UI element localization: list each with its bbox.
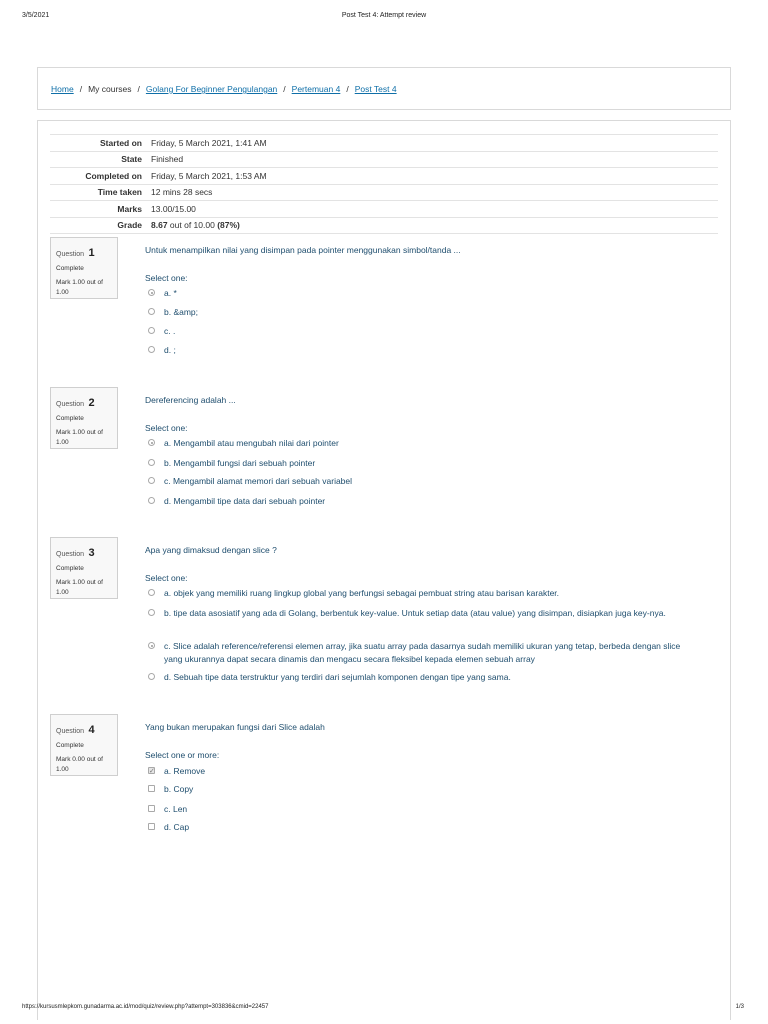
- answer-prompt: Select one or more:: [145, 750, 220, 760]
- main-content: [37, 120, 731, 1020]
- summary-row-state: [50, 151, 718, 168]
- summary-label: Completed on: [50, 168, 151, 185]
- option-label: a. Mengambil atau mengubah nilai dari pointer: [164, 438, 339, 448]
- breadcrumb-separator: /: [346, 84, 349, 94]
- breadcrumb-separator: /: [79, 84, 83, 94]
- breadcrumb: [51, 84, 397, 94]
- answer-option[interactable]: [148, 587, 696, 600]
- summary-value: Finished: [151, 151, 718, 168]
- option-label: b. Copy: [164, 784, 194, 794]
- summary-row-grade: [50, 217, 718, 234]
- option-label: a. objek yang memiliki ruang lingkup global yang berfungsi sebagai pembuat string atau barisan karakter.: [164, 588, 560, 598]
- answer-option[interactable]: [148, 495, 696, 508]
- grade-value: 8.67: [151, 220, 168, 231]
- radio-button[interactable]: [148, 477, 155, 484]
- option-label: d. Cap: [164, 822, 190, 832]
- question-label: Question: [56, 551, 85, 558]
- question-mark: Mark 0.00 out of 1.00: [56, 756, 103, 773]
- radio-button[interactable]: [148, 439, 155, 446]
- summary-label: Time taken: [50, 184, 151, 201]
- breadcrumb-container: [37, 67, 731, 110]
- breadcrumb-separator: /: [283, 84, 286, 94]
- question-label: Question: [56, 728, 85, 735]
- answer-option[interactable]: [148, 821, 696, 834]
- question-label: Question: [56, 401, 85, 408]
- radio-button[interactable]: [148, 609, 155, 616]
- answer-option[interactable]: [148, 803, 696, 816]
- question-state: Complete: [56, 742, 84, 749]
- question-number: 4: [88, 724, 95, 736]
- option-label: d. Sebuah tipe data terstruktur yang terdiri dari sejumlah komponen dengan tipe yang sama.: [164, 672, 511, 682]
- question-text: Dereferencing adalah ...: [145, 395, 236, 405]
- print-date: 3/5/2021: [22, 12, 50, 19]
- question-number: 3: [88, 547, 95, 559]
- question-mark: Mark 1.00 out of 1.00: [56, 279, 103, 296]
- summary-value: 13.00/15.00: [151, 201, 718, 218]
- summary-label: Marks: [50, 201, 151, 218]
- option-label: a. *: [164, 288, 177, 298]
- radio-button[interactable]: [148, 308, 155, 315]
- grade-out-of: out of 10.00: [169, 220, 215, 231]
- option-label: c. Len: [164, 804, 188, 814]
- radio-button[interactable]: [148, 346, 155, 353]
- question-mark: Mark 1.00 out of 1.00: [56, 429, 103, 446]
- summary-label: State: [50, 151, 151, 168]
- breadcrumb-quiz-link[interactable]: Post Test 4: [354, 84, 397, 94]
- summary-value: Friday, 5 March 2021, 1:53 AM: [151, 168, 718, 185]
- breadcrumb-my-courses: My courses: [88, 84, 132, 94]
- summary-label: Grade: [50, 217, 151, 234]
- checkbox[interactable]: [148, 805, 155, 812]
- question-state: Complete: [56, 415, 84, 422]
- summary-row-time-taken: [50, 184, 718, 201]
- summary-label: Started on: [50, 135, 151, 152]
- answer-option[interactable]: [148, 287, 696, 300]
- question-mark: Mark 1.00 out of 1.00: [56, 579, 103, 596]
- summary-value: [151, 217, 718, 234]
- grade-percent: (87%): [217, 220, 240, 231]
- answer-prompt: Select one:: [145, 423, 188, 433]
- question-state: Complete: [56, 565, 84, 572]
- answer-prompt: Select one:: [145, 273, 188, 283]
- print-page-number: 1/3: [735, 1004, 744, 1010]
- option-label: d. Mengambil tipe data dari sebuah pointer: [164, 496, 326, 506]
- radio-button[interactable]: [148, 289, 155, 296]
- breadcrumb-home-link[interactable]: Home: [51, 84, 74, 94]
- question-label: Question: [56, 251, 85, 258]
- answer-option[interactable]: [148, 607, 696, 620]
- question-state: Complete: [56, 265, 84, 272]
- answer-option[interactable]: [148, 783, 696, 796]
- option-label: d. ;: [164, 345, 176, 355]
- answer-option[interactable]: [148, 437, 696, 450]
- answer-prompt: Select one:: [145, 573, 188, 583]
- summary-value: Friday, 5 March 2021, 1:41 AM: [151, 135, 718, 152]
- print-header: [0, 8, 768, 22]
- radio-button[interactable]: [148, 589, 155, 596]
- print-footer: [0, 1000, 768, 1014]
- answer-option[interactable]: [148, 344, 696, 357]
- answer-option[interactable]: [148, 325, 696, 338]
- radio-button[interactable]: [148, 673, 155, 680]
- answer-option[interactable]: [148, 765, 696, 778]
- question-text: Yang bukan merupakan fungsi dari Slice adalah: [145, 722, 325, 732]
- summary-row-started: [50, 135, 718, 152]
- summary-row-completed: [50, 168, 718, 185]
- print-url: https://kursusmlepkom.gunadarma.ac.id/mod/quiz/review.php?attempt=303836&cmid=22457: [22, 1004, 269, 1010]
- question-text: Apa yang dimaksud dengan slice ?: [145, 545, 277, 555]
- question-info: [50, 714, 118, 776]
- checkbox[interactable]: [148, 823, 155, 830]
- print-title: Post Test 4: Attempt review: [341, 12, 427, 19]
- option-label: c. Slice adalah reference/referensi elemen array, jika suatu array pada dasarnya sudah memiliki ukuran yang tetap, berbeda dengan slice yang ukurannya dapat secara dinamis dan mengacu secara fleksibel kepada elemen sebuah array: [164, 641, 681, 664]
- radio-button[interactable]: [148, 642, 155, 649]
- checkbox[interactable]: [148, 785, 155, 792]
- question-info: [50, 537, 118, 599]
- question-number: 1: [88, 247, 95, 259]
- option-label: b. Mengambil fungsi dari sebuah pointer: [164, 458, 316, 468]
- option-label: b. &amp;: [164, 307, 199, 317]
- answer-option[interactable]: [148, 671, 696, 684]
- question-info: [50, 387, 118, 449]
- answer-option[interactable]: [148, 306, 696, 319]
- answer-option[interactable]: [148, 640, 696, 666]
- breadcrumb-section-link[interactable]: Pertemuan 4: [291, 84, 341, 94]
- summary-value: 12 mins 28 secs: [151, 184, 718, 201]
- summary-row-marks: [50, 201, 718, 218]
- radio-button[interactable]: [148, 497, 155, 504]
- answer-option[interactable]: [148, 457, 696, 470]
- checkbox[interactable]: [148, 767, 155, 774]
- question-number: 2: [88, 397, 95, 409]
- option-label: b. tipe data asosiatif yang ada di Golang, berbentuk key-value. Untuk setiap data (atau value) yang disimpan, disiapkan juga key-nya.: [164, 608, 666, 618]
- question-info: [50, 237, 118, 299]
- answer-option[interactable]: [148, 475, 696, 488]
- option-label: a. Remove: [164, 766, 206, 776]
- attempt-summary-table: [50, 134, 718, 234]
- radio-button[interactable]: [148, 327, 155, 334]
- option-label: c. .: [164, 326, 176, 336]
- question-text: Untuk menampilkan nilai yang disimpan pada pointer menggunakan simbol/tanda ...: [145, 245, 461, 255]
- breadcrumb-separator: /: [137, 84, 140, 94]
- breadcrumb-course-link[interactable]: Golang For Beginner Pengulangan: [145, 84, 278, 94]
- radio-button[interactable]: [148, 459, 155, 466]
- option-label: c. Mengambil alamat memori dari sebuah variabel: [164, 476, 353, 486]
